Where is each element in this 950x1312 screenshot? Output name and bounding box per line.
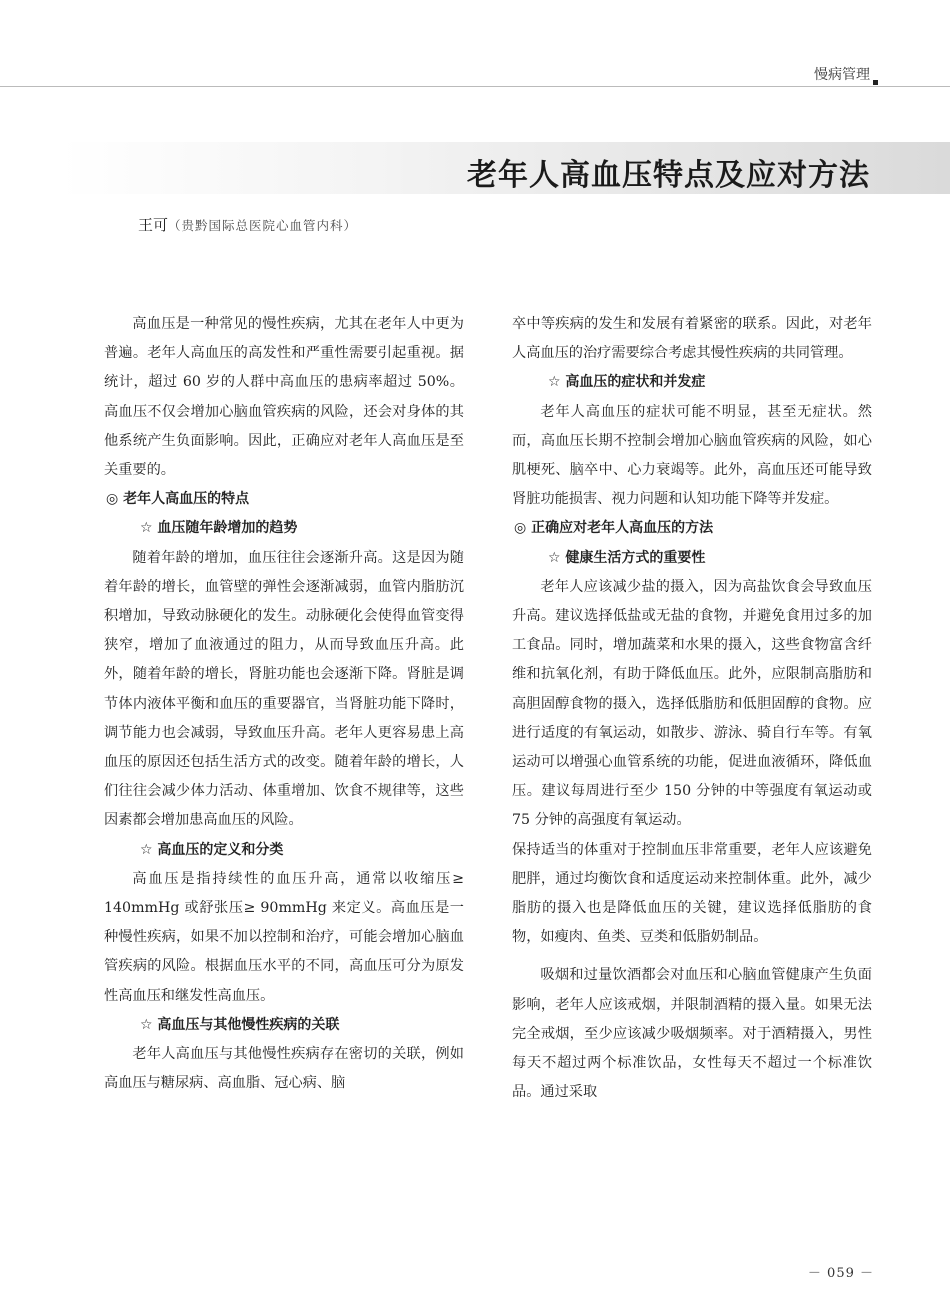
paragraph-smoking: 吸烟和过量饮酒都会对血压和心脑血管健康产生负面影响，老年人应该戒烟，并限制酒精的摄入量。如果无法完全戒烟，至少应该减少吸烟频率。对于酒精摄入，男性每天不超过两个标准饮品，女性每天不超过一个标准饮品。通过采取 <box>512 967 872 1101</box>
right-column <box>512 310 872 1107</box>
paragraph-chronic-continued: 卒中等疾病的发生和发展有着紧密的联系。因此，对老年人高血压的治疗需要综合考虑其慢性疾病的共同管理。 <box>512 316 872 362</box>
subheading-age-trend: ☆ 血压随年龄增加的趋势 <box>140 520 298 537</box>
header-rule <box>0 86 950 87</box>
paragraph-chronic-start: 老年人高血压与其他慢性疾病存在密切的关联，例如高血压与糖尿病、高血脂、冠心病、脑 <box>104 1046 464 1092</box>
subheading-definition: ☆ 高血压的定义和分类 <box>140 841 284 858</box>
section-marker-icon <box>873 80 878 85</box>
subheading-lifestyle: ☆ 健康生活方式的重要性 <box>548 549 706 566</box>
subheading-chronic: ☆ 高血压与其他慢性疾病的关联 <box>140 1016 340 1033</box>
author-name: 王可 <box>138 216 169 234</box>
paragraph-lifestyle: 老年人应该减少盐的摄入，因为高盐饮食会导致血压升高。建议选择低盐或无盐的食物，并避免食用过多的加工食品。同时，增加蔬菜和水果的摄入，这些食物富含纤维和抗氧化剂，有助于降低血压。此外，应限制高脂肪和高胆固醇食物的摄入，选择低脂肪和低胆固醇的食物。应进行适度的有氧运动，如散步、游泳、骑自行车等。有氧运动可以增强心血管系统的功能，促进血液循环，降低血压。建议每周进行至少 150 分钟的中等强度有氧运动或75 分钟的高强度有氧运动。 <box>512 578 872 829</box>
paragraph-symptoms: 老年人高血压的症状可能不明显，甚至无症状。然而，高血压长期不控制会增加心脑血管疾病的风险，如心肌梗死、脑卒中、心力衰竭等。此外，高血压还可能导致肾脏功能损害、视力问题和认知功能下降等并发症。 <box>512 403 872 508</box>
author-affiliation: （贵黔国际总医院心血管内科） <box>168 218 358 233</box>
paragraph-definition: 高血压是指持续性的血压升高，通常以收缩压≥ 140mmHg 或舒张压≥ 90mmHg 来定义。高血压是一种慢性疾病，如果不加以控制和治疗，可能会增加心脑血管疾病的风险。根据血压水平的不同，高血压可分为原发性高血压和继发性高血压。 <box>104 870 464 1004</box>
heading-features: ◎ 老年人高血压的特点 <box>106 491 250 508</box>
page-number: － 059 － <box>807 1266 874 1281</box>
subheading-symptoms: ☆ 高血压的症状和并发症 <box>548 374 706 391</box>
section-label: 慢病管理 <box>814 67 870 83</box>
paragraph-gap <box>512 952 872 961</box>
heading-methods: ◎ 正确应对老年人高血压的方法 <box>514 520 714 537</box>
intro-paragraph: 高血压是一种常见的慢性疾病，尤其在老年人中更为普遍。老年人高血压的高发性和严重性需要引起重视。据统计，超过 60 岁的人群中高血压的患病率超过 50%。高血压不仅会增加心脑血管疾病的风险，还会对身体的其他系统产生负面影响。因此，正确应对老年人高血压是至关重要的。 <box>104 316 464 479</box>
article-title: 老年人高血压特点及应对方法 <box>467 158 870 193</box>
left-column <box>104 310 464 1098</box>
paragraph-weight: 保持适当的体重对于控制血压非常重要，老年人应该避免肥胖，通过均衡饮食和适度运动来控制体重。此外，减少脂肪的摄入也是降低血压的关键，建议选择低脂肪的食物，如瘦肉、鱼类、豆类和低脂奶制品。 <box>512 841 872 946</box>
byline <box>138 214 357 235</box>
paragraph-age-trend: 随着年龄的增加，血压往往会逐渐升高。这是因为随着年龄的增长，血管壁的弹性会逐渐减弱，血管内脂肪沉积增加，导致动脉硬化的发生。动脉硬化会使得血管变得狭窄，增加了血液通过的阻力，从而导致血压升高。此外，随着年龄的增长，肾脏功能也会逐渐下降。肾脏是调节体内液体平衡和血压的重要器官，当肾脏功能下降时，调节能力也会减弱，导致血压升高。老年人更容易患上高血压的原因还包括生活方式的改变。随着年龄的增长，人们往往会减少体力活动、体重增加、饮食不规律等，这些因素都会增加患高血压的风险。 <box>104 549 464 829</box>
